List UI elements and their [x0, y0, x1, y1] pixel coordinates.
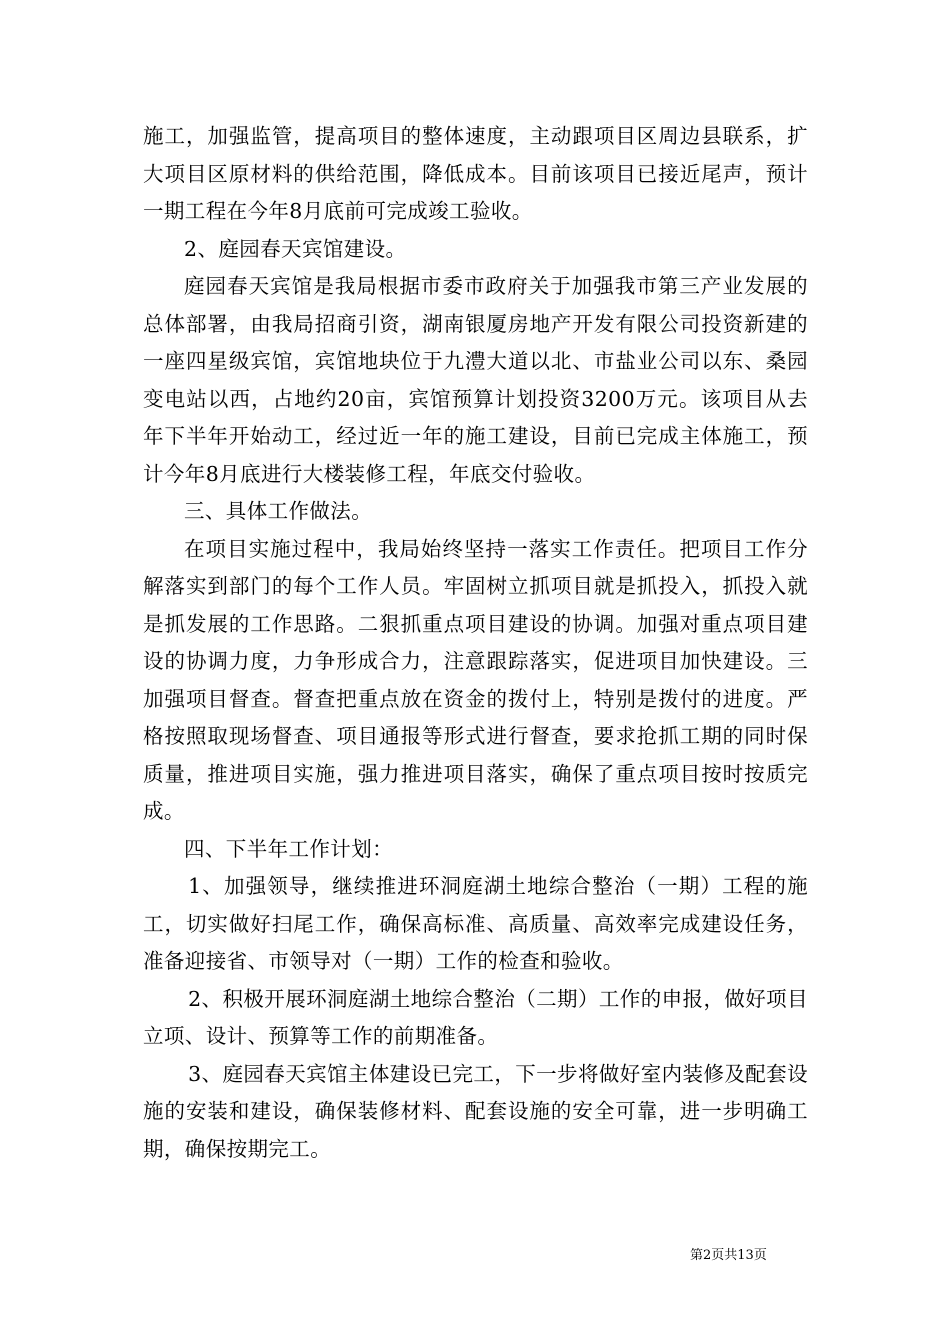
paragraph-work-methods: 在项目实施过程中，我局始终坚持一落实工作责任。把项目工作分解落实到部门的每个工作人员。牢固树立抓项目就是抓投入，抓投入就是抓发展的工作思路。二狠抓重点项目建设的协调。加强对重点项目建设的协调力度，力争形成合力，注意跟踪落实，促进项目加快建设。三加强项目督查。督查把重点放在资金的拨付上，特别是拨付的进度。严格按照取现场督查、项目通报等形式进行督查，要求抢抓工期的同时保质量，推进项目实施，强力推进项目落实，确保了重点项目按时按质完成。 [143, 536, 808, 823]
paragraph-hotel-details: 庭园春天宾馆是我局根据市委市政府关于加强我市第三产业发展的总体部署，由我局招商引资，湖南银厦房地产开发有限公司投资新建的一座四星级宾馆，宾馆地块位于九澧大道以北、市盐业公司以东、桑园变电站以西，占地约20亩，宾馆预算计划投资3200万元。该项目从去年下半年开始动工，经过近一年的施工建设，目前已完成主体施工，预计今年8月底进行大楼装修工程，年底交付验收。 [143, 274, 808, 486]
heading-work-methods: 三、具体工作做法。 [184, 499, 373, 523]
paragraph-continued: 施工，加强监管，提高项目的整体速度，主动跟项目区周边县联系，扩大项目区原材料的供给范围，降低成本。目前该项目已接近尾声，预计一期工程在今年8月底前可完成竣工验收。 [143, 124, 808, 223]
plan-item-3: 3、庭园春天宾馆主体建设已完工，下一步将做好室内装修及配套设施的安装和建设，确保装修材料、配套设施的安全可靠，进一步明确工期，确保按期完工。 [143, 1061, 808, 1161]
plan-item-2: 2、积极开展环洞庭湖土地综合整治（二期）工作的申报，做好项目立项、设计、预算等工作的前期准备。 [143, 986, 808, 1048]
document-body [143, 118, 808, 1168]
heading-second-half-plan: 四、下半年工作计划： [184, 836, 393, 861]
heading-hotel-construction: 2、庭园春天宾馆建设。 [184, 236, 407, 261]
page-number-footer: 第2页共13页 [690, 1248, 767, 1263]
plan-item-1: 1、加强领导，继续推进环洞庭湖土地综合整治（一期）工程的施工，切实做好扫尾工作，确保高标准、高质量、高效率完成建设任务，准备迎接省、市领导对（一期）工作的检查和验收。 [143, 874, 808, 973]
